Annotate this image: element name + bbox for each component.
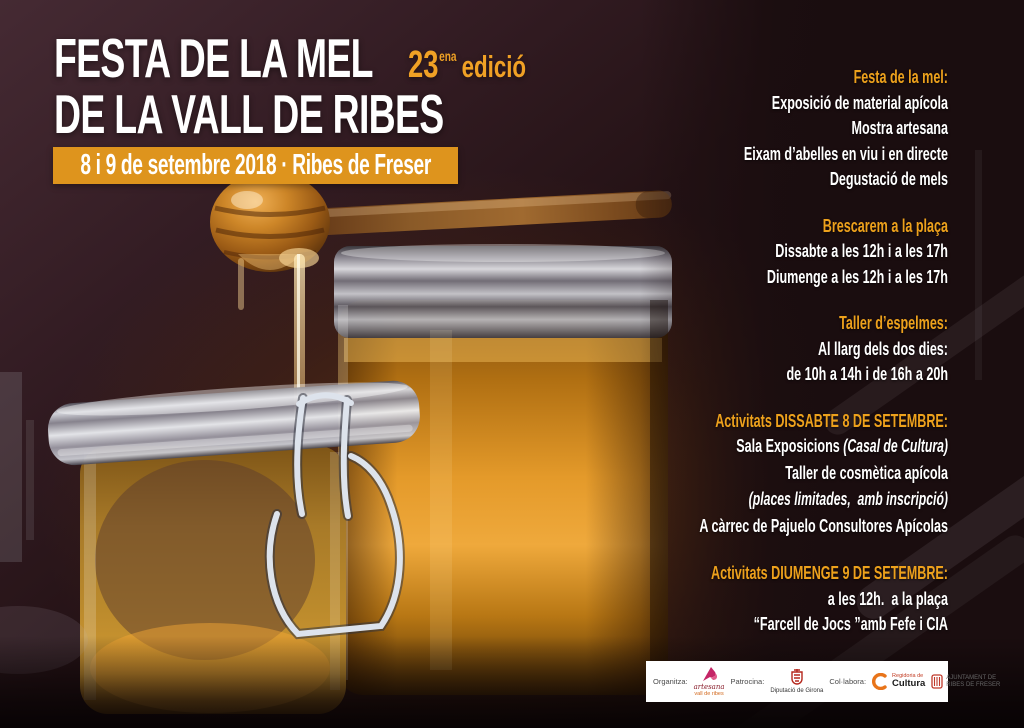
section-heading: Taller d’espelmes: (839, 312, 948, 333)
program-section-taller-espelmes (567, 310, 948, 387)
cultura-crescent-icon (872, 673, 889, 690)
diputacio-girona-logo (770, 669, 823, 694)
girona-crest-icon (790, 669, 804, 687)
program-line (567, 513, 948, 540)
artesana-logo-name: artesana (693, 683, 725, 692)
ajuntament-logo (931, 674, 1000, 690)
line-italic: (Casal de Cultura) (843, 436, 948, 456)
regidoria-cultura-logo (872, 673, 925, 690)
date-banner-text: 8 i 9 de setembre 2018 · Ribes de Freser (80, 149, 431, 181)
ajuntament-text-line2: RIBES DE FRESER (946, 681, 1001, 688)
line-bold: A càrrec de Pajuelo Consultores Apícolas (699, 514, 948, 536)
poster-title-line2 (54, 83, 444, 145)
program-line: Exposició de material apícola (771, 91, 948, 113)
cultura-text: Cultura (892, 678, 926, 690)
line-bold: Taller de cosmètica apícola (785, 461, 948, 483)
edition-number: 23 (408, 44, 439, 86)
program-line: Al llarg dels dos dies: (817, 337, 948, 359)
program-line: de 10h a 14h i de 16h a 20h (786, 363, 948, 384)
sponsors-bar (646, 661, 1001, 702)
section-heading: Activitats DIUMENGE 9 DE SETEMBRE: (711, 562, 948, 583)
date-banner (53, 147, 458, 184)
organitza-label: Organitza: (653, 677, 688, 686)
program-line: Mostra artesana (851, 117, 948, 138)
program-line: Diumenge a les 12h i a les 17h (766, 265, 948, 287)
section-heading: Brescarem a la plaça (822, 214, 948, 236)
program-section-festa (567, 64, 948, 192)
program-column (567, 64, 948, 637)
line-bold: Sala Exposicions (736, 435, 844, 456)
collabora-label: Col·labora: (829, 677, 867, 686)
title-text-1: FESTA DE LA MEL (54, 27, 373, 89)
artesana-logo-icon (699, 665, 719, 684)
program-line: a les 12h. a la plaça (827, 587, 948, 609)
program-line (567, 460, 948, 487)
section-heading: Festa de la mel: (853, 66, 948, 87)
ajuntament-text-line1: AJUNTAMENT DE (946, 674, 997, 681)
ajuntament-crest-icon (931, 674, 943, 690)
program-section-diumenge (567, 560, 948, 637)
regidoria-text: Regidoria de (892, 672, 924, 679)
artesana-logo-subname: vall de ribes (694, 690, 724, 697)
line-italic: (places limitades, amb inscripció) (748, 489, 948, 509)
program-section-brescarem (567, 213, 948, 290)
section-heading: Activitats DISSABTE 8 DE SETEMBRE: (715, 409, 948, 431)
diputacio-girona-text: Diputació de Girona (770, 687, 824, 694)
program-line: Dissabte a les 12h i a les 17h (775, 240, 948, 261)
edition-badge (408, 44, 526, 87)
edition-word: edició (461, 49, 527, 84)
edition-suffix: ena (439, 48, 457, 64)
program-line: “Farcell de Jocs ”amb Fefe i CIA (753, 613, 948, 634)
artesana-logo (694, 665, 725, 697)
program-line: Degustació de mels (829, 168, 948, 189)
program-section-dissabte (567, 408, 948, 540)
program-line (567, 433, 948, 460)
program-line: Eixam d’abelles en viu i en directe (743, 142, 948, 164)
program-line (567, 486, 948, 513)
title-text-2: DE LA VALL DE RIBES (54, 83, 444, 145)
patrocina-label: Patrocina: (730, 677, 765, 686)
poster-title-line1 (54, 27, 373, 89)
